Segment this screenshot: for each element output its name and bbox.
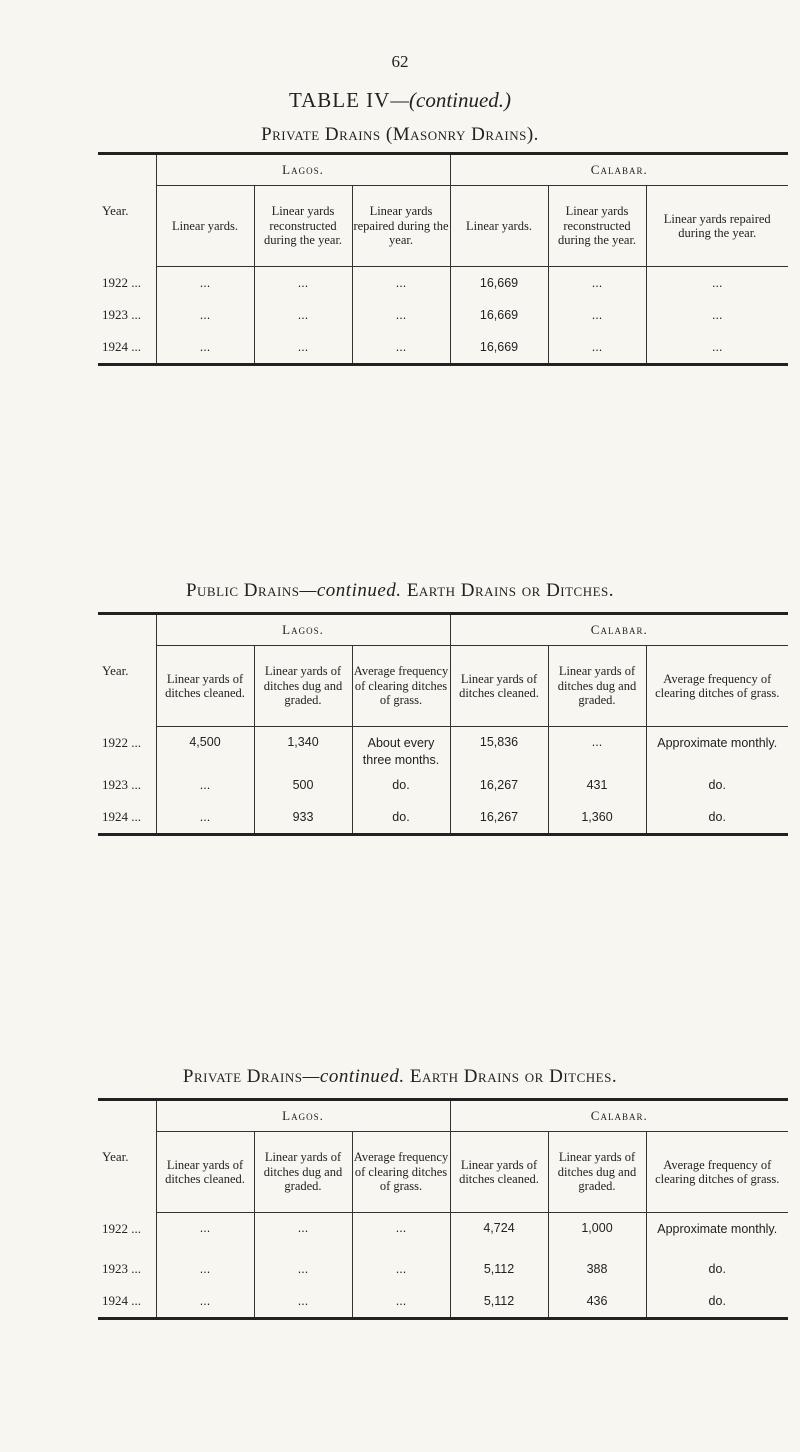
column-header: Average frequency of clearing ditches of grass. [646, 1132, 788, 1213]
table-cell: do. [646, 769, 788, 801]
table-cell: ... [254, 1213, 352, 1254]
table-cell: ... [156, 769, 254, 801]
table-cell: 431 [548, 769, 646, 801]
table-cell: ... [254, 1253, 352, 1285]
table-row [98, 267, 788, 300]
private-masonry-drains-table [98, 152, 788, 366]
table-row [98, 727, 788, 769]
table-cell: Approximate monthly. [646, 727, 788, 769]
table-cell: ... [156, 267, 254, 300]
table-cell: 5,112 [450, 1285, 548, 1319]
table-cell: ... [352, 1285, 450, 1319]
year-cell: 1923 ... [102, 1261, 141, 1276]
column-header: Linear yards repaired during the year. [352, 186, 450, 267]
table-row [98, 801, 788, 835]
table-cell: ... [156, 1213, 254, 1254]
table-cell: ... [548, 331, 646, 365]
column-header: Linear yards of ditches dug and graded. [254, 646, 352, 727]
table-cell: 1,000 [548, 1213, 646, 1254]
column-header: Linear yards reconstructed during the year. [548, 186, 646, 267]
year-header: Year. [102, 1148, 129, 1164]
column-header: Linear yards of ditches cleaned. [450, 1132, 548, 1213]
table-heading [0, 88, 800, 113]
table-cell: 436 [548, 1285, 646, 1319]
column-header: Linear yards of ditches dug and graded. [254, 1132, 352, 1213]
table-cell: ... [156, 331, 254, 365]
table-cell: 4,500 [156, 727, 254, 769]
group-header-calabar: Calabar. [450, 1101, 788, 1132]
year-header: Year. [102, 662, 129, 678]
column-header: Average frequency of clearing ditches of grass. [646, 646, 788, 727]
table-cell: ... [352, 299, 450, 331]
table-row [98, 1253, 788, 1285]
section-title-public-earth [0, 580, 800, 602]
group-header-lagos: Lagos. [156, 1101, 450, 1132]
section-title-private-masonry: Private Drains (Masonry Drains). [261, 124, 539, 145]
table-cell: About every three months. [352, 727, 450, 769]
table-cell: 16,669 [450, 267, 548, 300]
section-title-private-earth [0, 1066, 800, 1088]
table-cell: 15,836 [450, 727, 548, 769]
table-cell: do. [646, 1285, 788, 1319]
table-cell: Approximate monthly. [646, 1213, 788, 1254]
year-cell: 1923 ... [102, 307, 141, 322]
table-row [98, 1285, 788, 1319]
table-cell: ... [548, 299, 646, 331]
table-cell: 16,669 [450, 299, 548, 331]
table-cell: do. [646, 1253, 788, 1285]
table-cell: ... [352, 331, 450, 365]
year-cell: 1922 ... [102, 274, 141, 290]
section-title-prefix: Private Drains [182, 1066, 303, 1087]
column-header: Linear yards. [156, 186, 254, 267]
group-header-calabar: Calabar. [450, 155, 788, 186]
public-earth-drains-table [98, 612, 788, 836]
table-cell: ... [156, 299, 254, 331]
column-header: Linear yards of ditches cleaned. [450, 646, 548, 727]
table-row [98, 1213, 788, 1254]
column-header: Average frequency of clearing ditches of grass. [352, 646, 450, 727]
table-cell: 388 [548, 1253, 646, 1285]
table-row [98, 769, 788, 801]
column-header: Linear yards of ditches cleaned. [156, 646, 254, 727]
table-cell: ... [646, 299, 788, 331]
table-cell: ... [156, 801, 254, 835]
column-header: Linear yards of ditches dug and graded. [548, 1132, 646, 1213]
year-cell: 1922 ... [102, 1220, 141, 1236]
private-earth-drains-table [98, 1098, 788, 1320]
table-cell: 500 [254, 769, 352, 801]
table-cell: ... [548, 267, 646, 300]
section-title-suffix: Earth Drains or Ditches. [401, 580, 615, 601]
table-row [98, 299, 788, 331]
table-cell: 16,267 [450, 801, 548, 835]
table-cell: 1,360 [548, 801, 646, 835]
year-header: Year. [102, 202, 129, 218]
table-cell: do. [352, 769, 450, 801]
table-cell: 5,112 [450, 1253, 548, 1285]
group-header-lagos: Lagos. [156, 615, 450, 646]
table-cell: ... [352, 1253, 450, 1285]
table-title-suffix: —(continued.) [390, 88, 512, 112]
table-cell: ... [646, 267, 788, 300]
year-cell: 1924 ... [102, 1293, 141, 1308]
column-header: Linear yards of ditches cleaned. [156, 1132, 254, 1213]
table-cell: ... [254, 267, 352, 300]
group-header-calabar: Calabar. [450, 615, 788, 646]
column-header: Linear yards reconstructed during the year. [254, 186, 352, 267]
table-cell: ... [156, 1285, 254, 1319]
column-header: Average frequency of clearing ditches of grass. [352, 1132, 450, 1213]
year-cell: 1923 ... [102, 776, 141, 792]
table-cell: ... [646, 331, 788, 365]
year-cell: 1924 ... [102, 339, 141, 354]
year-cell: 1924 ... [102, 808, 141, 824]
table-cell: 4,724 [450, 1213, 548, 1254]
section-title-continued: —continued. [302, 1066, 405, 1087]
year-cell: 1922 ... [102, 734, 141, 750]
table-cell: ... [254, 331, 352, 365]
table-row [98, 331, 788, 365]
table-cell: 1,340 [254, 727, 352, 769]
table-cell: 16,267 [450, 769, 548, 801]
table-cell: do. [646, 801, 788, 835]
table-cell: ... [352, 267, 450, 300]
table-cell: ... [254, 1285, 352, 1319]
table-title: TABLE IV [288, 88, 391, 112]
group-header-lagos: Lagos. [156, 155, 450, 186]
section-title-suffix: Earth Drains or Ditches. [404, 1066, 618, 1087]
table-cell: ... [548, 727, 646, 769]
column-header: Linear yards of ditches dug and graded. [548, 646, 646, 727]
table-cell: 16,669 [450, 331, 548, 365]
column-header: Linear yards. [450, 186, 548, 267]
table-cell: ... [156, 1253, 254, 1285]
table-cell: do. [352, 801, 450, 835]
column-header: Linear yards repaired during the year. [646, 186, 788, 267]
table-cell: ... [352, 1213, 450, 1254]
table-cell: ... [254, 299, 352, 331]
section-title-prefix: Public Drains [185, 580, 300, 601]
page-number: 62 [391, 52, 409, 71]
table-cell: 933 [254, 801, 352, 835]
section-title-continued: —continued. [299, 580, 402, 601]
